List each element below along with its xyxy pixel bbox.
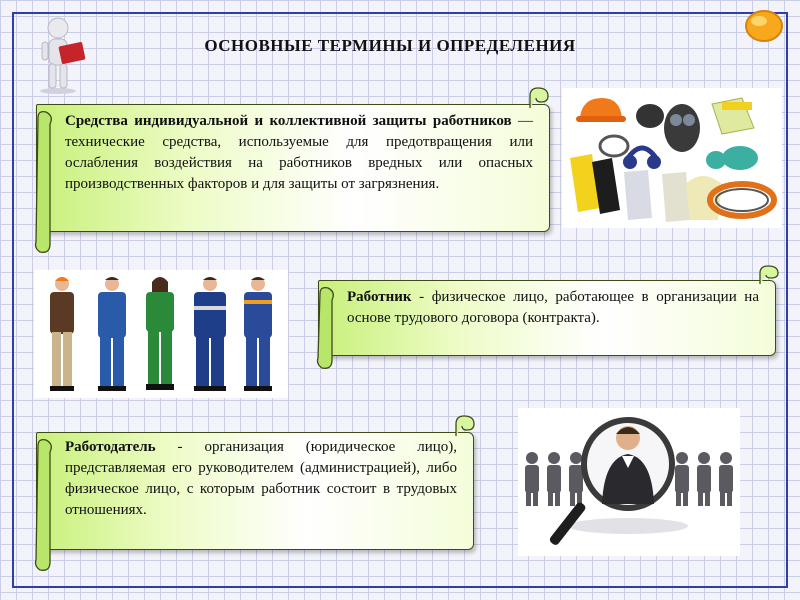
definition-card-worker bbox=[318, 280, 776, 356]
scroll-curl-icon bbox=[756, 264, 782, 286]
scroll-curl-icon bbox=[312, 284, 338, 370]
scroll-curl-icon bbox=[30, 108, 56, 254]
definition-text bbox=[347, 287, 759, 329]
scroll-curl-icon bbox=[526, 86, 552, 110]
workers-photo bbox=[34, 270, 288, 398]
definition-text bbox=[65, 437, 457, 521]
scroll-curl-icon bbox=[30, 436, 56, 572]
safety-equipment-photo bbox=[562, 88, 782, 228]
scroll-curl-icon bbox=[452, 414, 478, 438]
definition-term: Работник bbox=[347, 289, 412, 305]
definition-card-employer bbox=[36, 432, 474, 550]
definition-body: - физическое лицо, работающее в организации на основе трудового договора (контракта). bbox=[347, 289, 759, 326]
definition-text bbox=[65, 111, 533, 195]
page-title: ОСНОВНЫЕ ТЕРМИНЫ И ОПРЕДЕЛЕНИЯ bbox=[204, 36, 576, 55]
definition-body: - организация (юридическое лицо), представляемая его руководителем (администрацией), либо физическое лицо, с которым работник состоит в трудовых отношениях. bbox=[65, 439, 457, 518]
definition-term: Работодатель bbox=[65, 439, 156, 455]
definition-term: Средства индивидуальной и коллективной защиты работников bbox=[65, 113, 512, 129]
definition-body: — технические средства, используемые для предотвращения или ослабления воздействия на работников вредных или опасных производственных факторов и для защиты от загрязнения. bbox=[65, 113, 533, 192]
definition-card-protection bbox=[36, 104, 550, 232]
magnifier-employer-photo bbox=[518, 408, 740, 556]
